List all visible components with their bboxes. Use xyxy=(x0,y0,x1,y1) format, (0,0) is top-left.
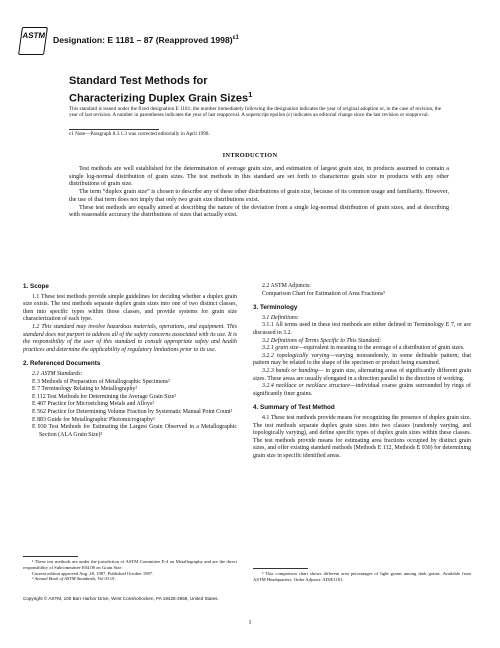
ref-item: E 930 Test Methods for Estimating the Largest Grain Observed in a Metallographic Section (ALA Grain Size)² xyxy=(32,424,237,438)
definition-3-2-3 xyxy=(253,368,471,383)
ref-item: E 112 Test Methods for Determining the Average Grain Size² xyxy=(32,393,177,400)
title-line-2: Characterizing Duplex Grain Sizes xyxy=(69,92,249,105)
scope-1-2: 1.2 This standard may involve hazardous materials, operations, and equipment. This standard does not purport to address all of the safety concerns associated with its use. It is the responsibility of the user of this standard to consult appropriate safety and health practices and determine the applicability of regulatory limitations prior to its use. xyxy=(23,323,237,353)
refdocs-heading: 2. Referenced Documents xyxy=(23,360,101,368)
terminology-heading: 3. Terminology xyxy=(253,304,298,312)
astm-logo xyxy=(18,27,48,55)
summary-heading: 4. Summary of Test Method xyxy=(253,404,335,412)
term-text: —equivalent in meaning to the average of a distribution of grain sizes. xyxy=(298,345,465,352)
editorial-note: ε1 Note—Paragraph 8.3.1.3 was corrected editorially in April 1998. xyxy=(69,131,210,137)
term-text: —varying nonrandomly, in some definable pattern; that pattern may be related to the shape of the specimen or product being examined. xyxy=(253,352,471,367)
designation xyxy=(53,35,239,45)
footnote-1: ¹ These test methods are under the jurisdiction of ASTM Committee E-4 on Metallography and are the direct responsibility of Subcommittee E04.08 on Grain Size. xyxy=(23,559,237,570)
footnote-rule xyxy=(253,568,308,569)
adjuncts-text: Comparison Chart for Estimation of Area Fractions³ xyxy=(262,290,385,297)
definition-3-2-4 xyxy=(253,383,471,398)
definition-3-2-1 xyxy=(253,345,471,353)
title-sup: 1 xyxy=(248,90,253,99)
document-title xyxy=(69,75,369,106)
adjuncts-heading: 2.2 ASTM Adjuncts: xyxy=(262,283,311,289)
ref-item: E 562 Practice for Determining Volume Fraction by Systematic Manual Point Count² xyxy=(32,408,233,415)
page-number: 1 xyxy=(248,620,252,626)
designation-text: Designation: E 1181 – 87 (Reapproved 1998) xyxy=(53,35,233,45)
scope-1-1: 1.1 These test methods provide simple guidelines for deciding whether a duplex grain size exists. The test methods separate duplex grain sizes into one of two distinct classes, then into specific types within those classes, and provide systems for grain size characterization of each type. xyxy=(23,293,237,323)
intro-paragraph-1: Test methods are well established for the determination of average grain size, and estimation of largest grain size, in products assumed to contain a single log-normal distribution of grain sizes. The test methods in this standard are set forth to characterize grain size in products with any other distributions of grain size. xyxy=(69,166,449,188)
term: 3.2.1 grain size xyxy=(262,345,299,352)
ref-item: E 7 Terminology Relating to Metallography² xyxy=(32,386,138,393)
introduction xyxy=(69,166,449,220)
divider xyxy=(69,129,159,130)
scope-heading: 1. Scope xyxy=(23,283,49,290)
introduction-heading: INTRODUCTION xyxy=(222,152,278,159)
term: 3.2.3 bands or banding xyxy=(262,367,318,374)
ref-item: E 3 Methods of Preparation of Metallographic Specimens² xyxy=(32,378,170,385)
footnote-rule xyxy=(23,556,78,557)
term: 3.2.2 topologically varying xyxy=(262,352,330,359)
definitions-3-2: 3.2 Definitions of Terms Specific to This Standard: xyxy=(262,337,382,344)
footnote-3: ³ This comparison chart shows different area percentages of light grains among dark grains. Available from ASTM Headquarters. Order Adjunct: ADJE1181. xyxy=(253,571,471,582)
ref-item: E 407 Practice for Microetching Metals and Alloys² xyxy=(32,401,155,408)
definitions-3-1: 3.1 Definitions: xyxy=(262,314,299,321)
ref-item: E 883 Guide for Metallographic Photomicrography² xyxy=(32,416,155,423)
copyright: Copyright © ASTM, 100 Barr Harbor Drive, West Conshohocken, PA 19428-2959, United States. xyxy=(23,596,219,601)
footnote-2: ² Annual Book of ASTM Standards, Vol 03.01. xyxy=(32,576,116,582)
right-footnotes xyxy=(253,568,471,583)
intro-paragraph-2: The term “duplex grain size” is chosen to describe any of these other distributions of grain size, because of its common usage and familiarity. However, the use of that term does not imply that only two grain size distributions exist. xyxy=(69,189,449,203)
footnote-1b: Current edition approved Aug. 28, 1987. Published October 1987. xyxy=(32,570,154,576)
term-text: —individual coarse grains surrounded by rings of significantly finer grains. xyxy=(253,383,471,397)
left-footnotes xyxy=(23,556,237,582)
intro-paragraph-3: These test methods are equally aimed at describing the nature of the deviation from a single log-normal distribution of grain sizes, and at describing with reasonable accuracy the distributions of sizes that actually exist. xyxy=(69,204,449,219)
astm-standards-label: 2.1 ASTM Standards: xyxy=(32,370,83,377)
logo-text: ASTM xyxy=(21,31,46,40)
term-text: — in grain size, alternating areas of significantly different grain sizes. These areas are usually elongated in a direction parallel to the direction of working. xyxy=(253,367,472,382)
right-column xyxy=(253,283,471,460)
title-line-1: Standard Test Methods for xyxy=(69,75,208,87)
definition-3-2-2 xyxy=(253,353,471,368)
left-column xyxy=(23,283,237,439)
definitions-3-1-1: 3.1.1 All terms used in these test methods are either defined in Terminology E 7, or are discussed in 3.2. xyxy=(253,322,471,336)
term: 3.2.4 necklace or necklace structure xyxy=(262,383,350,390)
designation-sup: ε1 xyxy=(232,35,239,42)
issue-note: This standard is issued under the fixed designation E 1181; the number immediately following the designation indicates the year of original adoption or, in the case of revision, the year of last revision. A number in parentheses indicates the year of last reapproval. A superscript epsilon (ε) indicates an editorial change since the last revision or reapproval. xyxy=(69,106,441,119)
summary-4-1: 4.1 These test methods provide means for recognizing the presence of duplex grain size. The test methods separate duplex grain sizes into two classes (randomly varying, and topologically varying), and define specific types of duplex grain sizes within these classes. The test methods provide means for estimating area fractions occupied by distinct grain sizes, and offer existing standard methods (Methods E 112, Methods E 930) for determining grain size in specific identified areas. xyxy=(253,414,471,459)
